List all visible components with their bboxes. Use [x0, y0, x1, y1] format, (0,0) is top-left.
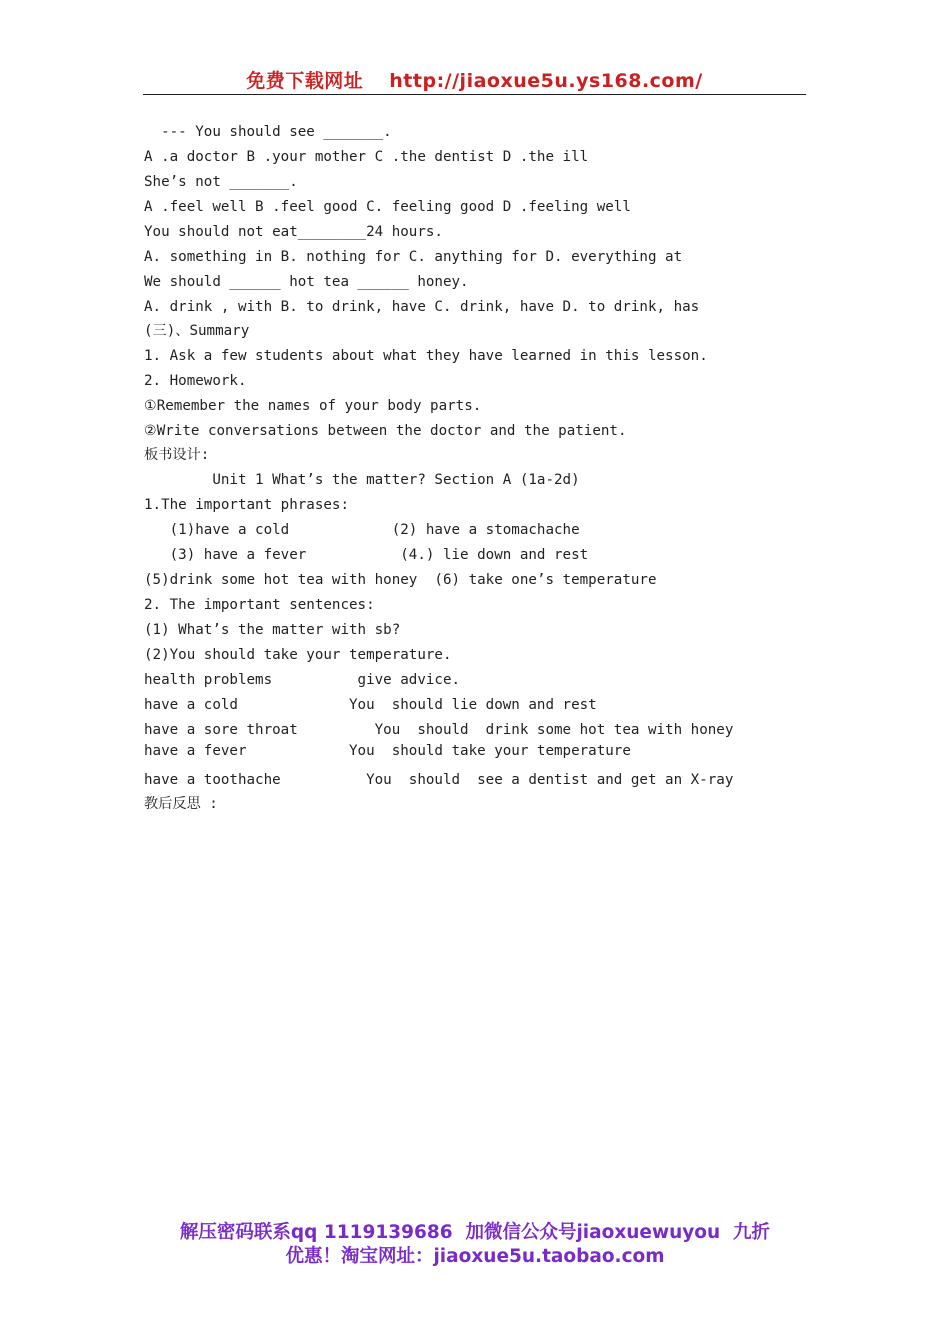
text-line: (3) have a fever (4.) lie down and rest: [144, 547, 589, 563]
text-line: 2. The important sentences:: [144, 597, 375, 613]
text-line: 1. Ask a few students about what they have learned in this lesson.: [144, 348, 708, 364]
text-line: She’s not _______.: [144, 174, 298, 190]
text-line: have a sore throat You should drink some hot tea with honey: [144, 722, 734, 738]
text-line: have a fever You should take your temperature: [144, 743, 631, 759]
text-line: A .feel well B .feel good C. feeling good D .feeling well: [144, 199, 631, 215]
text-line: (2)You should take your temperature.: [144, 647, 452, 663]
text-line: A. something in B. nothing for C. anything for D. everything at: [144, 249, 683, 265]
section-heading: 教后反思 :: [144, 796, 218, 812]
text-line: ①Remember the names of your body parts.: [144, 398, 482, 414]
header-divider: [143, 94, 806, 95]
footer-line-1: 解压密码联系qq 1119139686 加微信公众号jiaoxuewuyou 九折: [179, 1222, 771, 1243]
section-heading: 板书设计:: [144, 447, 210, 463]
text-line: We should ______ hot tea ______ honey.: [144, 274, 469, 290]
text-line: 2. Homework.: [144, 373, 247, 389]
text-line: have a toothache You should see a dentist and get an X-ray: [144, 772, 734, 788]
page-header: [143, 66, 806, 94]
text-line: A .a doctor B .your mother C .the dentist D .the ill: [144, 149, 589, 165]
text-line: A. drink , with B. to drink, have C. drink, have D. to drink, has: [144, 299, 700, 315]
text-line: 1.The important phrases:: [144, 497, 349, 513]
text-line: (5)drink some hot tea with honey (6) take one’s temperature: [144, 572, 657, 588]
header-label: 免费下载网址: [246, 70, 364, 92]
text-line: You should not eat________24 hours.: [144, 224, 443, 240]
text-line: (1)have a cold (2) have a stomachache: [144, 522, 580, 538]
text-line: ②Write conversations between the doctor and the patient.: [144, 423, 627, 439]
unit-title: Unit 1 What’s the matter? Section A (1a-2d): [144, 472, 580, 488]
text-line: have a cold You should lie down and rest: [144, 697, 597, 713]
footer-line-2: 优惠！淘宝网址：jiaoxue5u.taobao.com: [285, 1246, 665, 1267]
header-url-link[interactable]: http://jiaoxue5u.ys168.com/: [389, 70, 703, 92]
section-heading: (三)、Summary: [144, 323, 250, 339]
text-line: (1) What’s the matter with sb?: [144, 622, 401, 638]
text-line: health problems give advice.: [144, 672, 461, 688]
text-line: --- You should see _______.: [144, 124, 392, 140]
